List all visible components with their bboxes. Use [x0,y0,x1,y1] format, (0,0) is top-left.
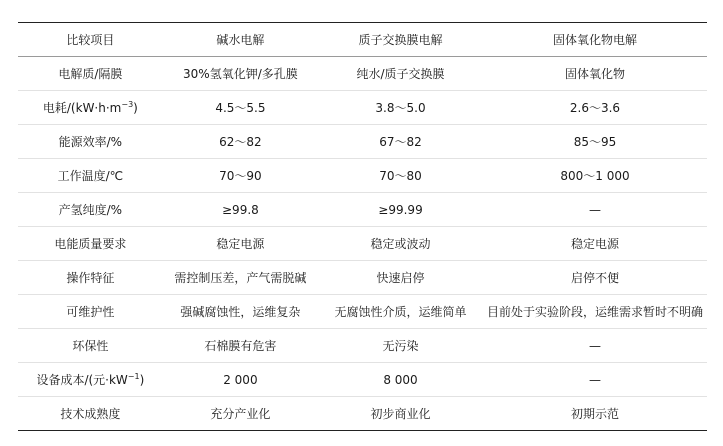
cell-alkaline: 4.5～5.5 [163,91,318,125]
table-header [18,23,707,57]
cell-pem: 无污染 [318,329,483,363]
table-row [18,227,707,261]
cell-soec: — [483,363,707,397]
cell-soec: 稳定电源 [483,227,707,261]
cell-pem: ≥99.99 [318,193,483,227]
cell-soec: 85～95 [483,125,707,159]
table-row [18,397,707,431]
cell-alkaline: 石棉膜有危害 [163,329,318,363]
cell-pem: 8 000 [318,363,483,397]
row-label-tail: ) [133,101,138,115]
table-row [18,193,707,227]
cell-pem: 3.8～5.0 [318,91,483,125]
cell-soec: 固体氧化物 [483,57,707,91]
table-row [18,295,707,329]
cell-soec: 初期示范 [483,397,707,431]
table-row [18,125,707,159]
header-soec: 固体氧化物电解 [483,23,707,57]
cell-alkaline: 2 000 [163,363,318,397]
header-alkaline: 碱水电解 [163,23,318,57]
cell-alkaline: 稳定电源 [163,227,318,261]
comparison-table [18,22,707,431]
table-row [18,329,707,363]
cell-soec: 800～1 000 [483,159,707,193]
cell-soec: 目前处于实验阶段，运维需求暂时不明确 [483,295,707,329]
cell-alkaline: 充分产业化 [163,397,318,431]
cell-pem: 70～80 [318,159,483,193]
header-row [18,23,707,57]
cell-pem: 纯水/质子交换膜 [318,57,483,91]
cell-pem: 初步商业化 [318,397,483,431]
cell-pem: 快速启停 [318,261,483,295]
cell-alkaline: 70～90 [163,159,318,193]
cell-alkaline: 强碱腐蚀性，运维复杂 [163,295,318,329]
row-label: 环保性 [18,329,163,363]
cell-pem: 无腐蚀性介质，运维简单 [318,295,483,329]
cell-alkaline: 30%氢氧化钾/多孔膜 [163,57,318,91]
row-label: 可维护性 [18,295,163,329]
row-label-superscript: −3 [121,100,134,109]
row-label: 工作温度/℃ [18,159,163,193]
row-label: 操作特征 [18,261,163,295]
row-label-main: 设备成本/(元·kW [36,373,128,387]
row-label [18,363,163,397]
table-row [18,159,707,193]
row-label: 产氢纯度/% [18,193,163,227]
cell-pem: 67～82 [318,125,483,159]
cell-alkaline: ≥99.8 [163,193,318,227]
cell-soec: 启停不便 [483,261,707,295]
row-label: 电解质/隔膜 [18,57,163,91]
cell-pem: 稳定或波动 [318,227,483,261]
row-label: 能源效率/% [18,125,163,159]
cell-soec: 2.6～3.6 [483,91,707,125]
cell-soec: — [483,329,707,363]
cell-alkaline: 需控制压差，产气需脱碱 [163,261,318,295]
row-label-superscript: −1 [127,372,140,381]
table-row [18,91,707,125]
table-body [18,57,707,431]
row-label-tail: ) [139,373,145,387]
row-label [18,91,163,125]
header-pem: 质子交换膜电解 [318,23,483,57]
row-label-main: 电耗/(kW·h·m [42,101,122,115]
table-row [18,57,707,91]
row-label: 技术成熟度 [18,397,163,431]
cell-alkaline: 62～82 [163,125,318,159]
cell-soec: — [483,193,707,227]
header-item: 比较项目 [18,23,163,57]
table-row [18,261,707,295]
row-label: 电能质量要求 [18,227,163,261]
table-row [18,363,707,397]
